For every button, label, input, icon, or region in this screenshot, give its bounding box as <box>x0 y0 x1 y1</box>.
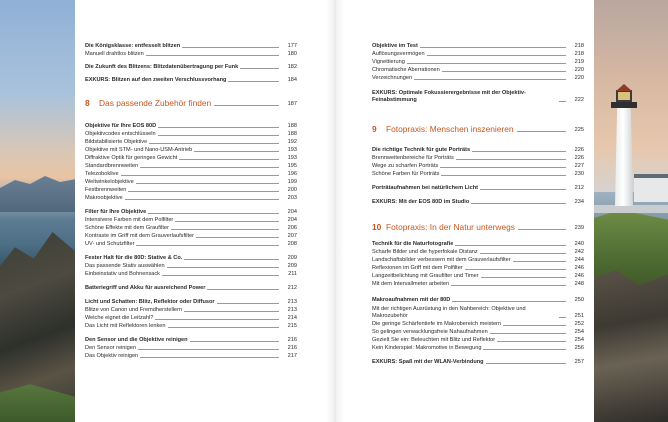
toc-entry-title: Telezoboklive <box>85 171 119 177</box>
toc-entry-title: UV- und Schutzfilter <box>85 241 135 247</box>
leader-line <box>481 277 566 278</box>
toc-entry-title: Die Zukunft des Blitzens: Blitzdatenübertragung per Funk <box>85 64 239 70</box>
toc-entry-page: 208 <box>287 241 297 247</box>
toc-entry-page: 244 <box>574 257 584 263</box>
toc-entry <box>85 270 297 278</box>
leader-line <box>465 269 566 270</box>
toc-entry-title: Den Sensor reinigen <box>85 345 136 351</box>
chapter-page: 239 <box>574 225 584 231</box>
leader-line <box>158 135 279 136</box>
toc-entry-page: 230 <box>574 171 584 177</box>
leader-line <box>513 261 566 262</box>
toc-entry-page: 216 <box>287 345 297 351</box>
chapter-number: 8 <box>85 98 90 108</box>
toc-entry-title: Weitwinkelobjektive <box>85 179 134 185</box>
leader-line <box>228 81 279 82</box>
toc-entry <box>85 336 297 344</box>
leader-line <box>140 357 279 358</box>
leader-line <box>497 341 566 342</box>
leader-line <box>407 63 566 64</box>
toc-entry-page: 203 <box>287 195 297 201</box>
leader-line <box>148 213 279 214</box>
toc-entry <box>85 146 297 154</box>
chapter-number: 10 <box>372 222 382 232</box>
toc-entry-page: 213 <box>287 299 297 305</box>
toc-entry-page: 188 <box>287 131 297 137</box>
toc-entry-title: Objektivcodes entschlüsseln <box>85 131 156 137</box>
toc-entry-page: 222 <box>574 97 584 103</box>
toc-entry-title: Chromatische Aberrationen <box>372 67 440 73</box>
toc-entry-page: 188 <box>287 123 297 129</box>
toc-entry <box>372 162 584 170</box>
leader-line <box>196 237 279 238</box>
toc-entry <box>85 208 297 216</box>
toc-entry <box>85 63 297 71</box>
lighthouse-gallery-shape <box>611 102 637 108</box>
toc-entry-page: 209 <box>287 263 297 269</box>
toc-entry <box>85 352 297 360</box>
toc-entry-title: Langzeitbelichtung mit Graufilter und Timer <box>372 273 479 279</box>
leader-line <box>184 311 279 312</box>
leader-line <box>440 167 566 168</box>
rock-shape <box>594 270 668 422</box>
toc-entry <box>372 296 584 304</box>
leader-line <box>140 167 279 168</box>
chapter-heading <box>372 122 584 134</box>
toc-entry-page: 213 <box>287 307 297 313</box>
toc-entry-page: 218 <box>574 43 584 49</box>
toc-entry <box>85 76 297 84</box>
toc-entry-title: Brennweitenbereiche für Porträts <box>372 155 454 161</box>
toc-entry-page: 248 <box>574 281 584 287</box>
toc-entry-page: 206 <box>287 225 297 231</box>
leader-line <box>167 267 279 268</box>
toc-entry <box>372 344 584 352</box>
toc-entry-title: Filter für Ihre Objektive <box>85 209 147 215</box>
toc-entry <box>85 194 297 202</box>
toc-entry-title: Schöne Farben für Porträts <box>372 171 440 177</box>
toc-entry-page: 196 <box>287 171 297 177</box>
toc-entry <box>372 328 584 336</box>
toc-entry-title: Reflexionen im Griff mit dem Polfilter <box>372 265 463 271</box>
toc-entry <box>85 232 297 240</box>
leader-line <box>138 349 279 350</box>
mountain-shape <box>0 172 75 212</box>
toc-entry <box>85 178 297 186</box>
toc-entry-title: Makroobjektive <box>85 195 123 201</box>
toc-entry <box>372 264 584 272</box>
toc-entry-title: Objektive mit STM- und Nano-USM-Antrieb <box>85 147 193 153</box>
toc-entry-page: 250 <box>574 297 584 303</box>
toc-entry <box>85 50 297 58</box>
toc-entry-title: Kein Kinderspiel: Makromotive in Bewegung <box>372 345 482 351</box>
leader-line <box>518 229 566 230</box>
toc-entry-title: Auflösungsvermögen <box>372 51 425 57</box>
lighthouse-roof-shape <box>616 84 632 91</box>
toc-entry-title: Mit dem Intervallmeter arbeiten <box>372 281 450 287</box>
leader-line <box>182 47 279 48</box>
toc-entry <box>372 198 584 206</box>
leader-line <box>121 175 279 176</box>
chapter-heading <box>85 96 297 108</box>
toc-entry <box>85 170 297 178</box>
leader-line <box>146 55 279 56</box>
toc-entry-page: 199 <box>287 179 297 185</box>
toc-entry-page: 252 <box>574 321 584 327</box>
toc-entry <box>85 240 297 248</box>
toc-entry <box>85 322 297 330</box>
toc-entry-title: Objektive im Test <box>372 43 418 49</box>
toc-entry-title: Blitze von Canon und Fremdherstellern <box>85 307 183 313</box>
toc-entry <box>372 58 584 66</box>
leader-line <box>240 68 279 69</box>
toc-entry-title: Objektive für Ihre EOS 80D <box>85 123 157 129</box>
toc-entry <box>85 224 297 232</box>
toc-entry <box>372 256 584 264</box>
toc-entry <box>372 272 584 280</box>
leader-line <box>171 229 279 230</box>
toc-entry <box>372 248 584 256</box>
leader-line <box>184 259 279 260</box>
toc-entry-page: 204 <box>287 209 297 215</box>
toc-entry <box>372 88 584 104</box>
toc-entry-page: 195 <box>287 163 297 169</box>
leader-line <box>217 303 279 304</box>
toc-entry <box>372 146 584 154</box>
toc-entry-title: Wege zu scharfen Porträts <box>372 163 439 169</box>
leader-line <box>190 341 279 342</box>
toc-entry-title: Manuell drahtlos blitzen <box>85 51 144 57</box>
toc-entry-page: 215 <box>287 323 297 329</box>
leader-line <box>136 183 279 184</box>
chapter-title: Das passende Zubehör finden <box>99 98 212 108</box>
leader-line <box>441 175 566 176</box>
toc-entry-page: 184 <box>287 77 297 83</box>
toc-entry-page: 200 <box>287 187 297 193</box>
toc-entry <box>372 170 584 178</box>
book-spine-shadow <box>326 0 344 422</box>
toc-entry-page: 192 <box>287 139 297 145</box>
toc-entry <box>85 186 297 194</box>
leader-line <box>452 301 566 302</box>
toc-entry-title: Diffraktive Optik für geringes Gewicht <box>85 155 178 161</box>
toc-entry-title: Einbeinstativ und Bohnensack <box>85 271 160 277</box>
toc-entry <box>372 320 584 328</box>
leader-line <box>427 55 566 56</box>
toc-entry-page: 254 <box>574 337 584 343</box>
toc-entry-page: 234 <box>574 199 584 205</box>
toc-entry-page: 207 <box>287 233 297 239</box>
wall-shape <box>594 205 668 213</box>
leader-line <box>456 159 566 160</box>
toc-entry <box>85 344 297 352</box>
toc-entry-page: 216 <box>287 337 297 343</box>
toc-entry-title: Landschaftsbilder verbessern mit dem Grauverlaufsfilter <box>372 257 511 263</box>
chapter-title: Fotopraxis: In der Natur unterwegs <box>386 222 515 232</box>
toc-entry-page: 218 <box>574 51 584 57</box>
toc-entry-page: 204 <box>287 217 297 223</box>
leader-line <box>175 221 279 222</box>
toc-entry <box>85 284 297 292</box>
toc-entry-title: Kontraste im Griff mit dem Grauverlaufsfilter <box>85 233 195 239</box>
toc-entry-title: Die richtige Technik für gute Porträts <box>372 147 471 153</box>
toc-entry-title: EXKURS: Optimale Fokussierergebnisse mit der Objektiv-Feinabstimmung <box>372 90 526 103</box>
toc-entry <box>85 42 297 50</box>
toc-entry <box>85 154 297 162</box>
toc-entry-page: 242 <box>574 249 584 255</box>
toc-entry <box>85 162 297 170</box>
toc-entry <box>85 122 297 130</box>
chapter-page: 225 <box>574 127 584 133</box>
leader-line <box>451 285 566 286</box>
toc-entry <box>372 184 584 192</box>
leader-line <box>480 253 566 254</box>
toc-entry-page: 257 <box>574 359 584 365</box>
toc-entry-page: 227 <box>574 163 584 169</box>
leader-line <box>486 363 566 364</box>
toc-entry <box>85 298 297 306</box>
toc-entry <box>372 66 584 74</box>
toc-entry-page: 226 <box>574 147 584 153</box>
toc-entry-title: Licht und Schatten: Blitz, Reflektor oder Diffusor <box>85 299 215 305</box>
toc-entry <box>372 154 584 162</box>
toc-entry <box>372 280 584 288</box>
toc-entry-title: Das passende Stativ auswählen <box>85 263 165 269</box>
toc-entry <box>372 304 584 320</box>
toc-entry-title: Den Sensor und die Objektive reinigen <box>85 337 188 343</box>
leader-line <box>442 71 566 72</box>
toc-entry-title: Die geringe Schärfentiefe im Makrobereich meistern <box>372 321 502 327</box>
toc-entry-title: Bildstabilisierte Objektive <box>85 139 148 145</box>
toc-entry-title: Batteriegriff und Akku für ausreichend Power <box>85 285 206 291</box>
leader-line <box>559 101 566 102</box>
toc-entry <box>372 240 584 248</box>
toc-entry-title: Gezielt Sie ein: Beleuchten mit Blitz und Reflektor <box>372 337 496 343</box>
toc-entry <box>85 254 297 262</box>
toc-entry-title: EXKURS: Spaß mit der WLAN-Verbindung <box>372 359 484 365</box>
chapter-page: 187 <box>287 101 297 107</box>
toc-entry-page: 246 <box>574 273 584 279</box>
toc-entry-page: 219 <box>574 59 584 65</box>
leader-line <box>490 333 566 334</box>
leader-line <box>503 325 566 326</box>
toc-entry-title: Vignettierung <box>372 59 405 65</box>
toc-entry-title: Makroaufnahmen mit der 80D <box>372 297 451 303</box>
toc-entry <box>372 42 584 50</box>
leader-line <box>158 127 279 128</box>
toc-entry-page: 220 <box>574 67 584 73</box>
toc-entry-page: 212 <box>287 285 297 291</box>
chapter-title: Fotopraxis: Menschen inszenieren <box>386 124 514 134</box>
toc-entry <box>372 50 584 58</box>
leader-line <box>125 199 279 200</box>
leader-line <box>155 319 279 320</box>
leader-line <box>455 245 566 246</box>
toc-entry-title: Welche eignet die Leitzahl? <box>85 315 154 321</box>
lighthouse-light-shape <box>618 92 630 100</box>
toc-entry-title: Scharfe Bilder und die hyperfokale Distanz <box>372 249 478 255</box>
leader-line <box>480 189 566 190</box>
leader-line <box>471 203 566 204</box>
toc-entry-page: 193 <box>287 147 297 153</box>
toc-entry-title: So gelingen verwacklungsfreie Nahaufnahmen <box>372 329 488 335</box>
chapter-number: 9 <box>372 124 377 134</box>
toc-entry-page: 254 <box>574 329 584 335</box>
toc-entry-page: 226 <box>574 155 584 161</box>
toc-entry-title: Mit der richtigen Ausrüstung in den Nahbereich: Objektive und Makrozubehör <box>372 306 526 319</box>
leader-line <box>136 245 279 246</box>
leader-line <box>207 289 279 290</box>
toc-entry-title: Festbrennweiten <box>85 187 127 193</box>
toc-entry <box>85 138 297 146</box>
toc-entry-page: 182 <box>287 64 297 70</box>
chapter-heading <box>372 220 584 232</box>
toc-entry <box>85 314 297 322</box>
leader-line <box>194 151 279 152</box>
toc-entry-title: Schöne Effekte mit dem Graufilter <box>85 225 169 231</box>
keeper-house-shape <box>634 178 668 202</box>
toc-entry-page: 217 <box>287 353 297 359</box>
toc-entry <box>85 306 297 314</box>
toc-entry-title: Porträtaufnahmen bei natürlichem Licht <box>372 185 478 191</box>
toc-entry <box>372 336 584 344</box>
toc-entry-title: Das Licht mit Reflektoren lenken <box>85 323 166 329</box>
toc-entry <box>85 130 297 138</box>
toc-entry-title: EXKURS: Mit der EOS 80D im Studio <box>372 199 470 205</box>
lighthouse-photo-right <box>594 0 668 422</box>
toc-entry-page: 177 <box>287 43 297 49</box>
leader-line <box>168 327 279 328</box>
toc-entry-page: 193 <box>287 155 297 161</box>
leader-line <box>149 143 279 144</box>
toc-entry <box>372 74 584 82</box>
leader-line <box>162 275 279 276</box>
leader-line <box>559 317 566 318</box>
toc-entry-title: Intensivere Farben mit dem Polfilter <box>85 217 174 223</box>
lighthouse-tower-shape <box>615 106 633 206</box>
toc-entry-title: Verzeichnungen <box>372 75 413 81</box>
toc-entry-title: Das Objektiv reinigen <box>85 353 139 359</box>
toc-entry-title: Die Königsklasse: entfesselt blitzen <box>85 43 181 49</box>
leader-line <box>179 159 279 160</box>
toc-entry-page: 211 <box>288 271 297 277</box>
leader-line <box>420 47 566 48</box>
coastline-photo-left <box>0 0 75 422</box>
toc-entry <box>85 262 297 270</box>
toc-entry-page: 256 <box>574 345 584 351</box>
toc-entry-page: 220 <box>574 75 584 81</box>
toc-entry-page: 240 <box>574 241 584 247</box>
toc-entry-page: 251 <box>574 313 584 319</box>
toc-entry-page: 246 <box>574 265 584 271</box>
leader-line <box>128 191 279 192</box>
toc-entry-title: Fester Halt für die 80D: Stative & Co. <box>85 255 183 261</box>
toc-entry-page: 212 <box>574 185 584 191</box>
toc-entry-title: Technik für die Naturfotografie <box>372 241 454 247</box>
toc-entry-page: 209 <box>287 255 297 261</box>
toc-entry <box>372 358 584 366</box>
toc-entry-title: EXKURS: Blitzen auf den zweiten Verschlussvorhang <box>85 77 227 83</box>
leader-line <box>414 79 566 80</box>
toc-entry-page: 180 <box>287 51 297 57</box>
leader-line <box>517 131 566 132</box>
leader-line <box>214 105 279 106</box>
toc-entry <box>85 216 297 224</box>
leader-line <box>483 349 566 350</box>
toc-entry-title: Standardbrennweiten <box>85 163 139 169</box>
toc-entry-page: 214 <box>287 315 297 321</box>
leader-line <box>472 151 566 152</box>
